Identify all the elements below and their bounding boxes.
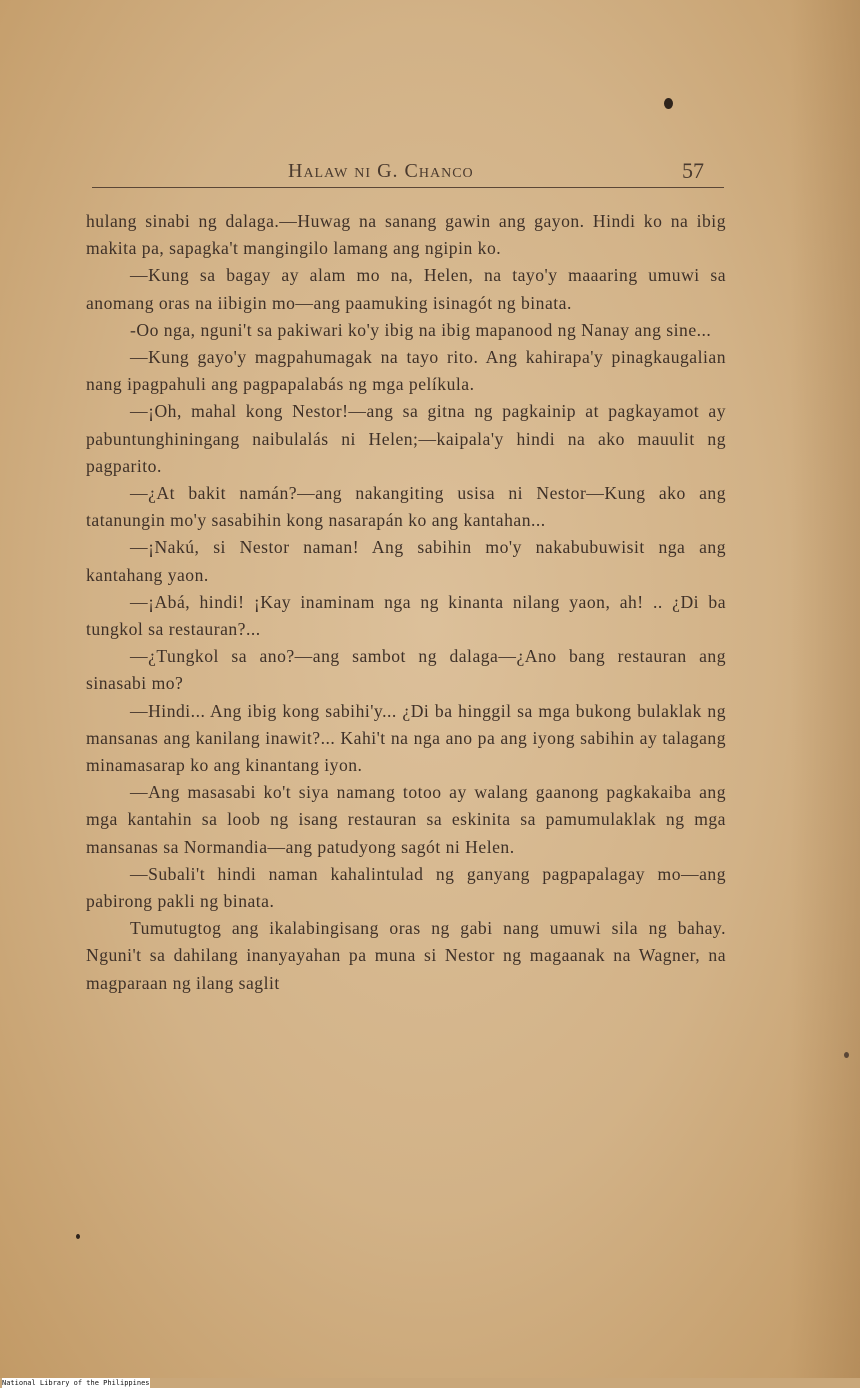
running-title: Halaw ni G. Chanco — [288, 160, 474, 182]
body-text — [86, 208, 726, 997]
running-header — [92, 156, 724, 186]
paragraph: —¡Nakú, si Nestor naman! Ang sabihin mo'y nakabubuwisit nga ang kantahang yaon. — [86, 537, 726, 585]
paragraph: —Kung gayo'y magpahumagak na tayo rito. Ang kahirapa'y pinagkaugalian nang ipagpahuli ang pagpapalabás ng mga pelíkula. — [86, 347, 726, 395]
library-credit: National Library of the Philippines — [2, 1379, 150, 1387]
page-number: 57 — [682, 158, 704, 183]
page-edge-shadow — [790, 0, 860, 1378]
ink-spot — [76, 1234, 80, 1239]
paragraph: Tumutugtog ang ikalabingisang oras ng gabi nang umuwi sila ng bahay. Nguni't sa dahilang inanyayahan pa muna si Nestor ng magaanak na Wagner, na magparaan ng ilang saglit — [86, 918, 726, 993]
paragraph: -Oo nga, nguni't sa pakiwari ko'y ibig na ibig mapanood ng Nanay ang sine... — [130, 319, 712, 340]
ink-spot — [664, 98, 673, 109]
paragraph: —¡Oh, mahal kong Nestor!—ang sa gitna ng pagkainip at pagkayamot ay pabuntunghiningang naibulalás ni Helen;—kaipala'y hindi na ako mauulit ng pagparito. — [86, 401, 726, 476]
paragraph: —Kung sa bagay ay alam mo na, Helen, na tayo'y maaaring umuwi sa anomang oras na iibigin mo—ang paamuking isinagót ng binata. — [86, 265, 726, 313]
paragraph: —Subali't hindi naman kahalintulad ng ganyang pagpapalagay mo—ang pabirong pakli ng binata. — [86, 863, 726, 912]
ink-spot — [844, 1052, 849, 1058]
paragraph: —¿At bakit namán?—ang nakangiting usisa ni Nestor—Kung ako ang tatanungin mo'y sasabihin kong nasarapán ko ang kantahan... — [86, 483, 726, 531]
paragraph: —Hindi... Ang ibig kong sabihi'y... ¿Di ba hinggil sa mga bukong bulaklak ng mansanas ang kanilang inawit?... Kahi't na nga ano pa ang iyong sabihin ay talagang minamasarap ko ang kinantang iyon. — [86, 700, 726, 776]
header-rule — [92, 187, 724, 188]
paragraph: —¡Abá, hindi! ¡Kay inaminam nga ng kinanta nilang yaon, ah! .. ¿Di ba tungkol sa restauran?... — [86, 591, 726, 640]
paragraph: hulang sinabi ng dalaga.—Huwag na sanang gawin ang gayon. Hindi ko na ibig makita pa, sapagka't mangingilo lamang ang ngipin ko. — [86, 211, 726, 259]
paragraph: —¿Tungkol sa ano?—ang sambot ng dalaga—¿Ano bang restauran ang sinasabi mo? — [86, 646, 726, 694]
paragraph: —Ang masasabi ko't siya namang totoo ay walang gaanong pagkakaiba ang mga kantahin sa loob ng isang restauran sa eskinita sa pamumulaklak ng mga mansanas sa Normandia—ang patudyong sagót ni Helen. — [86, 782, 726, 857]
